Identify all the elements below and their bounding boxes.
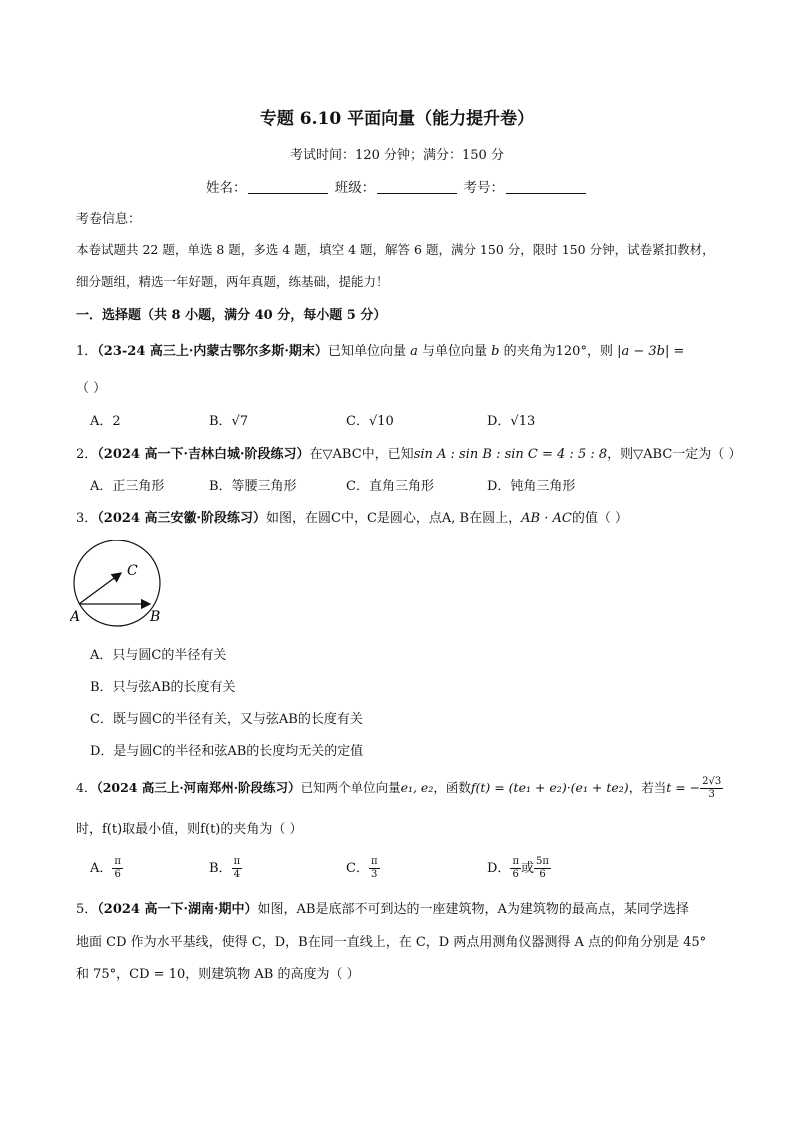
q5-line-1: 如图，AB是底部不可到达的一座建筑物，A为建筑物的最高点，某同学选择 [257, 902, 689, 917]
q4-option-c [346, 856, 380, 881]
q1-number: 1． [76, 344, 98, 359]
q5-source: （2024 高一下·湖南·期中） [97, 902, 258, 917]
q4-a-den: 6 [114, 869, 121, 880]
q5-line-3: 和 75°，CD = 10，则建筑物 AB 的高度为（ ） [76, 967, 360, 982]
exam-time: 考试时间：120 分钟；满分：150 分 [290, 148, 504, 163]
q1-source: （23-24 高三上·内蒙古鄂尔多斯·期末） [97, 344, 328, 359]
circle-shape [74, 540, 160, 626]
class-label: 班级： [334, 180, 376, 196]
q4-line-2: 时，f(t)取最小值，则f(t)的夹角为（ ） [76, 822, 303, 837]
q4-c-num: π [370, 856, 378, 867]
number-blank [506, 179, 586, 194]
q3-option-a: A．只与圆C的半径有关 [90, 648, 227, 663]
q4-option-b [209, 856, 242, 881]
q4-c-den: 3 [371, 869, 378, 880]
q1-text-d: ，则 [586, 344, 613, 359]
q4-b-frac [232, 856, 243, 881]
q4-text: 已知两个单位向量 [300, 780, 401, 795]
q4-d-den: 6 [512, 869, 519, 880]
q1-angle: 120° [555, 344, 587, 359]
q4-d-den-2: 6 [539, 869, 546, 880]
q4-c-label: C． [346, 861, 369, 876]
q4-source: （2024 高三上·河南郑州·阶段练习） [96, 780, 301, 795]
q3-tail: 的值（ ） [571, 511, 628, 526]
q3-option-c: C．既与圆C的半径有关，又与弦AB的长度有关 [90, 712, 363, 727]
name-label: 姓名： [205, 180, 247, 196]
q1-expression: |a − 3b| = [617, 344, 685, 359]
q5-number: 5． [76, 902, 98, 917]
q2-text-b: ，则▽ABC一定为（ ） [607, 447, 742, 462]
q3-expression: AB · AC [521, 511, 572, 526]
q4-t-num: 2√3 [702, 776, 722, 787]
q2-option-a: A．正三角形 [90, 479, 165, 494]
q1-option-c: C．√10 [346, 414, 394, 429]
q1-option-d: D．√13 [487, 414, 536, 429]
question-2 [76, 443, 741, 462]
vector-ac [79, 573, 121, 604]
q4-option-d [487, 856, 551, 881]
q3-text: 如图，在圆C中，C是圆心，点A, B在圆上， [266, 511, 522, 526]
section-heading: 一．选择题（共 8 小题，满分 40 分，每小题 5 分） [76, 308, 387, 323]
q3-source: （2024 高三安徽·阶段练习） [97, 511, 267, 526]
q4-text-b: ，函数 [433, 780, 471, 795]
label-b: B [150, 609, 161, 625]
q1-option-a: A．2 [90, 414, 121, 429]
q4-d-num-2: 5π [536, 856, 549, 867]
q4-t-den: 3 [708, 789, 715, 800]
q4-c-frac [369, 856, 380, 881]
q4-a-frac [112, 856, 123, 881]
q4-d-label: D． [487, 861, 511, 876]
q4-b-label: B． [209, 861, 232, 876]
q3-option-b: B．只与弦AB的长度有关 [90, 680, 236, 695]
q4-d-frac [510, 856, 521, 881]
label-c: C [127, 563, 138, 579]
q3-circle-figure [70, 540, 170, 630]
q2-number: 2． [76, 447, 98, 462]
q4-a-label: A． [90, 861, 113, 876]
q1-answer-blank: （ ） [76, 381, 107, 396]
q2-source: （2024 高一下·吉林白城·阶段练习） [97, 447, 310, 462]
student-info-line [0, 176, 794, 196]
q4-t-fraction [700, 776, 723, 801]
label-a: A [70, 609, 81, 625]
question-3 [76, 507, 628, 526]
q2-text: 在▽ABC中，已知 [309, 447, 414, 462]
q1-option-b: B．√7 [209, 414, 249, 429]
q4-a-num: π [114, 856, 121, 867]
q4-d-frac-2 [534, 856, 551, 881]
q3-number: 3． [76, 511, 98, 526]
q1-text-c: 的夹角为 [503, 344, 556, 359]
question-4 [76, 776, 723, 801]
q5-line-2: 地面 CD 作为水平基线，使得 C，D，B在同一直线上，在 C，D 两点用测角仪器测得 A 点的仰角分别是 45° [76, 935, 707, 950]
q4-option-a [90, 856, 123, 881]
name-blank [248, 179, 328, 194]
q2-ratio: sin A : sin B : sin C = 4 : 5 : 8 [413, 447, 608, 462]
q4-vectors: e₁, e₂ [400, 780, 434, 795]
q4-t-value: t = − [666, 780, 701, 795]
q2-option-d: D．钝角三角形 [487, 479, 576, 494]
q4-function: f(t) = (te₁ + e₂)·(e₁ + te₂) [470, 780, 629, 795]
q1-text: 已知单位向量 [327, 344, 406, 359]
page-title: 专题 6.10 平面向量（能力提升卷） [259, 109, 535, 129]
q4-b-num: π [233, 856, 241, 867]
q4-d-or: 或 [521, 861, 535, 876]
question-5 [76, 898, 689, 917]
number-label: 考号： [463, 180, 505, 196]
class-blank [377, 179, 457, 194]
q2-option-c: C．直角三角形 [346, 479, 434, 494]
q2-option-b: B．等腰三角形 [209, 479, 297, 494]
q4-text-c: ，若当 [628, 780, 667, 795]
info-line-1: 本卷试题共 22 题，单选 8 题，多选 4 题，填空 4 题，解答 6 题，满分 150 分，限时 150 分钟，试卷紧扣教材， [76, 242, 715, 257]
q3-option-d: D．是与圆C的半径和弦AB的长度均无关的定值 [90, 744, 364, 759]
q4-number: 4． [76, 780, 97, 795]
info-line-2: 细分题组，精选一年好题，两年真题，练基础，提能力！ [76, 274, 389, 289]
q4-d-num: π [512, 856, 520, 867]
question-1: 1．（23-24 高三上·内蒙古鄂尔多斯·期末）已知单位向量 a 与单位向量 b 的夹角为120°，则 |a − 3b| = [76, 344, 685, 359]
q1-text-b: 与单位向量 [422, 344, 488, 359]
info-heading: 考卷信息： [76, 212, 142, 227]
q4-b-den: 4 [233, 869, 241, 880]
